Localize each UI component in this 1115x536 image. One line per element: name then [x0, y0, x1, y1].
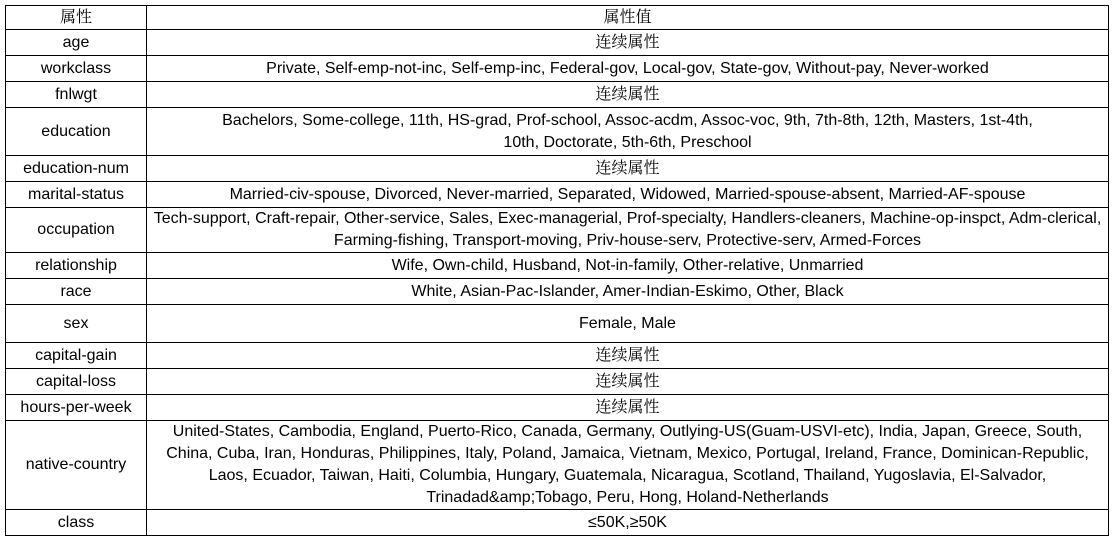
header-attribute: 属性 — [6, 6, 147, 30]
table-row — [6, 343, 1109, 369]
attribute-value: ≤50K,≥50K — [147, 510, 1109, 536]
attribute-value: United-States, Cambodia, England, Puerto-Rico, Canada, Germany, Outlying-US(Guam-USVI-etc), India, Japan, Greece, South, China, Cuba, Iran, Honduras, Philippines, Italy, Poland, Jamaica, Vietnam, Mexico, Portugal, Ireland, France, Dominican-Republic, Laos, Ecuador, Taiwan, Haiti, Columbia, Hungary, Guatemala, Nicaragua, Scotland, Thailand, Yugoslavia, El-Salvador, Trinadad&amp;Tobago, Peru, Hong, Holand-Netherlands — [147, 421, 1109, 510]
attribute-value: 连续属性 — [147, 395, 1109, 421]
attribute-value: 连续属性 — [147, 82, 1109, 108]
table-row — [6, 279, 1109, 305]
attribute-name: sex — [6, 305, 147, 343]
attribute-value: 连续属性 — [147, 30, 1109, 56]
attribute-value: Private, Self-emp-not-inc, Self-emp-inc, Federal-gov, Local-gov, State-gov, Without-pay, Never-worked — [147, 56, 1109, 82]
attribute-name: education — [6, 108, 147, 156]
attribute-name: native-country — [6, 421, 147, 510]
attribute-name: relationship — [6, 253, 147, 279]
table-row — [6, 421, 1109, 510]
table-row — [6, 395, 1109, 421]
attribute-name: fnlwgt — [6, 82, 147, 108]
attribute-name: hours-per-week — [6, 395, 147, 421]
table-row — [6, 305, 1109, 343]
table-row — [6, 108, 1109, 156]
attribute-name: workclass — [6, 56, 147, 82]
table-row — [6, 182, 1109, 208]
table-row — [6, 369, 1109, 395]
header-value: 属性值 — [147, 6, 1109, 30]
attribute-name: race — [6, 279, 147, 305]
table-row — [6, 208, 1109, 253]
table-row — [6, 156, 1109, 182]
attribute-name: education-num — [6, 156, 147, 182]
attribute-name: capital-gain — [6, 343, 147, 369]
attribute-value: 连续属性 — [147, 343, 1109, 369]
table-row — [6, 30, 1109, 56]
attribute-name: marital-status — [6, 182, 147, 208]
attribute-name: occupation — [6, 208, 147, 253]
table-row — [6, 510, 1109, 536]
table-header-row — [6, 6, 1109, 30]
attribute-value: 连续属性 — [147, 156, 1109, 182]
attribute-name: capital-loss — [6, 369, 147, 395]
attribute-name: age — [6, 30, 147, 56]
attribute-table — [5, 5, 1109, 536]
table-row — [6, 56, 1109, 82]
attribute-name: class — [6, 510, 147, 536]
attribute-value: Wife, Own-child, Husband, Not-in-family, Other-relative, Unmarried — [147, 253, 1109, 279]
table-row — [6, 82, 1109, 108]
attribute-value: White, Asian-Pac-Islander, Amer-Indian-Eskimo, Other, Black — [147, 279, 1109, 305]
attribute-value: Bachelors, Some-college, 11th, HS-grad, Prof-school, Assoc-acdm, Assoc-voc, 9th, 7th-8th, 12th, Masters, 1st-4th, 10th, Doctorate, 5th-6th, Preschool — [147, 108, 1109, 156]
attribute-value: Female, Male — [147, 305, 1109, 343]
table-row — [6, 253, 1109, 279]
attribute-value: Tech-support, Craft-repair, Other-service, Sales, Exec-managerial, Prof-specialty, Handlers-cleaners, Machine-op-inspct, Adm-clerical, Farming-fishing, Transport-moving, Priv-house-serv, Protective-serv, Armed-Forces — [147, 208, 1109, 253]
attribute-value: 连续属性 — [147, 369, 1109, 395]
attribute-value: Married-civ-spouse, Divorced, Never-married, Separated, Widowed, Married-spouse-absent, Married-AF-spouse — [147, 182, 1109, 208]
